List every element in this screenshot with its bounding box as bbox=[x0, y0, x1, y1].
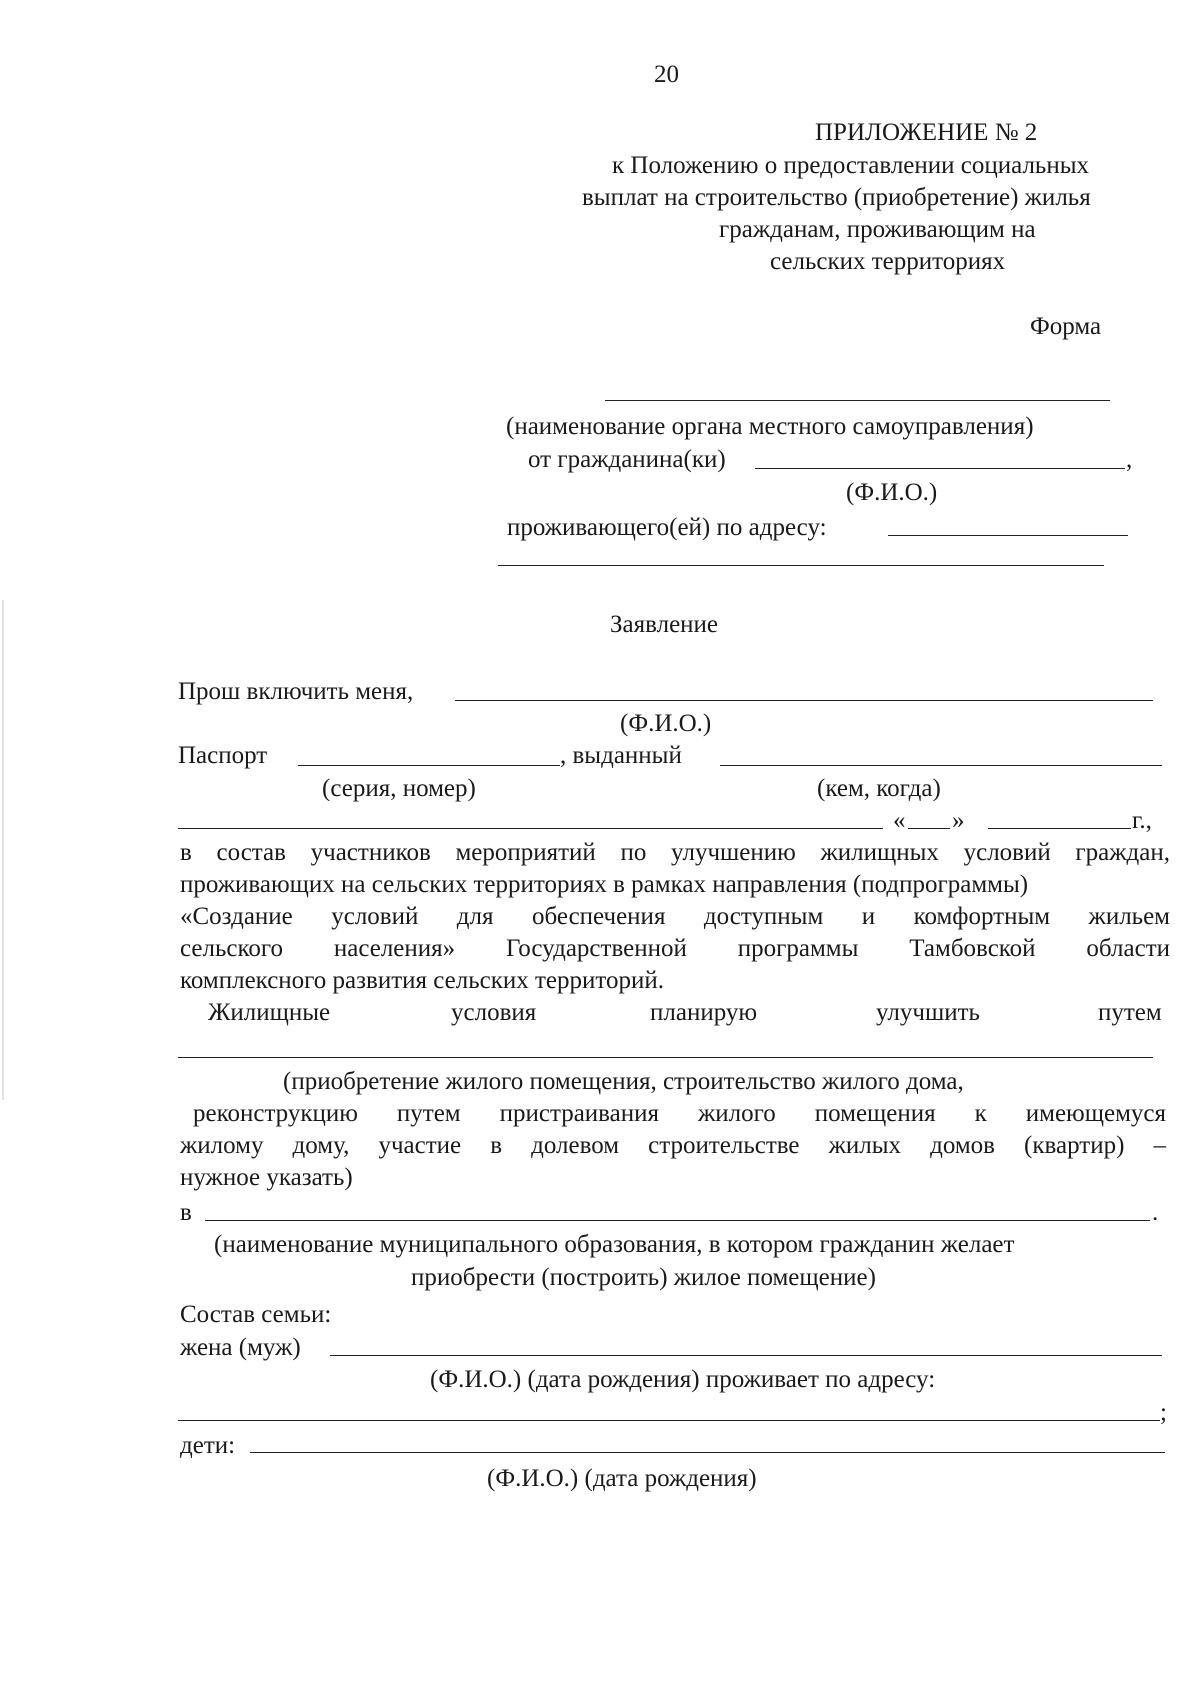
children-caption: (Ф.И.О.) (дата рождения) bbox=[487, 1465, 757, 1492]
improve-word: улучшить bbox=[876, 999, 980, 1026]
request-prefix: Прош включить меня, bbox=[178, 678, 414, 705]
body-line: в состав участников мероприятий по улучшению жилищных условий граждан, bbox=[180, 839, 1170, 866]
improve-word: планирую bbox=[650, 999, 758, 1026]
issue-day-field[interactable] bbox=[908, 828, 950, 829]
applicant-fio-caption: (Ф.И.О.) bbox=[620, 710, 712, 737]
municipality-caption-1: (наименование муниципального образования, в котором гражданин желает bbox=[214, 1231, 1015, 1258]
document-title: Заявление bbox=[610, 611, 719, 638]
improve-caption-line: нужное указать) bbox=[180, 1164, 353, 1191]
issue-month-field[interactable] bbox=[988, 828, 1131, 829]
children-label: дети: bbox=[180, 1432, 236, 1459]
improvement-method-field[interactable] bbox=[178, 1057, 1153, 1058]
quote-close: » bbox=[952, 807, 965, 834]
improve-word: путем bbox=[1098, 999, 1162, 1026]
municipality-field[interactable] bbox=[205, 1220, 1150, 1221]
passport-label: Паспорт bbox=[178, 742, 268, 769]
improve-word: Жилищные bbox=[208, 999, 331, 1026]
improve-caption-line: жилому дому, участие в долевом строительстве жилых домов (квартир) – bbox=[180, 1132, 1166, 1159]
improve-caption-line: (приобретение жилого помещения, строительство жилого дома, bbox=[283, 1068, 964, 1095]
appendix-line-3: гражданам, проживающим на bbox=[719, 216, 1036, 243]
body-line: «Создание условий для обеспечения доступным и комфортным жильем bbox=[180, 903, 1170, 930]
appendix-line-2: выплат на строительство (приобретение) жилья bbox=[582, 184, 1091, 211]
appendix-line-4: сельских территориях bbox=[770, 248, 1006, 275]
residing-address-field-2[interactable] bbox=[498, 565, 1104, 566]
family-heading: Состав семьи: bbox=[180, 1301, 332, 1328]
spouse-label: жена (муж) bbox=[180, 1334, 301, 1361]
passport-issuer-field-2[interactable] bbox=[178, 828, 883, 829]
body-line: сельского населения» Государственной программы Тамбовской области bbox=[180, 935, 1170, 962]
in-prefix: в bbox=[180, 1199, 192, 1226]
passport-issuer-field[interactable] bbox=[720, 765, 1162, 766]
spouse-address-field[interactable] bbox=[178, 1420, 1160, 1421]
residing-address-field[interactable] bbox=[888, 535, 1128, 536]
quote-open: « bbox=[893, 807, 906, 834]
applicant-name-field[interactable] bbox=[455, 700, 1153, 701]
body-line: проживающих на сельских территориях в рамках направления (подпрограммы) bbox=[180, 871, 1029, 898]
improve-word: условия bbox=[451, 999, 537, 1026]
series-caption: (серия, номер) bbox=[322, 775, 476, 802]
year-suffix: г., bbox=[1132, 807, 1152, 834]
spouse-semicolon: ; bbox=[1160, 1399, 1167, 1426]
improve-caption-line: реконструкцию путем пристраивания жилого помещения к имеющемуся bbox=[193, 1100, 1166, 1127]
residing-label: проживающего(ей) по адресу: bbox=[507, 514, 827, 541]
spouse-field[interactable] bbox=[330, 1355, 1162, 1356]
body-line: комплексного развития сельских территорий. bbox=[180, 967, 665, 994]
issued-label: , выданный bbox=[560, 742, 682, 769]
citizen-comma: , bbox=[1126, 446, 1133, 473]
authority-caption: (наименование органа местного самоуправления) bbox=[506, 413, 1034, 440]
passport-series-field[interactable] bbox=[298, 765, 560, 766]
scan-edge-mark bbox=[2, 600, 4, 1100]
appendix-line-1: к Положению о предоставлении социальных bbox=[612, 152, 1090, 179]
citizen-fio-caption: (Ф.И.О.) bbox=[846, 479, 938, 506]
spouse-caption: (Ф.И.О.) (дата рождения) проживает по адресу: bbox=[430, 1366, 936, 1393]
appendix-title: ПРИЛОЖЕНИЕ № 2 bbox=[815, 119, 1038, 146]
who-when-caption: (кем, когда) bbox=[817, 775, 941, 802]
authority-name-field[interactable] bbox=[605, 400, 1110, 401]
from-citizen-label: от гражданина(ки) bbox=[528, 446, 726, 473]
in-suffix: . bbox=[1152, 1199, 1159, 1226]
municipality-caption-2: приобрести (построить) жилое помещение) bbox=[411, 1264, 876, 1291]
children-field[interactable] bbox=[250, 1452, 1165, 1453]
form-label: Форма bbox=[1030, 313, 1102, 340]
citizen-name-field[interactable] bbox=[755, 468, 1125, 469]
page-number: 20 bbox=[654, 61, 679, 88]
